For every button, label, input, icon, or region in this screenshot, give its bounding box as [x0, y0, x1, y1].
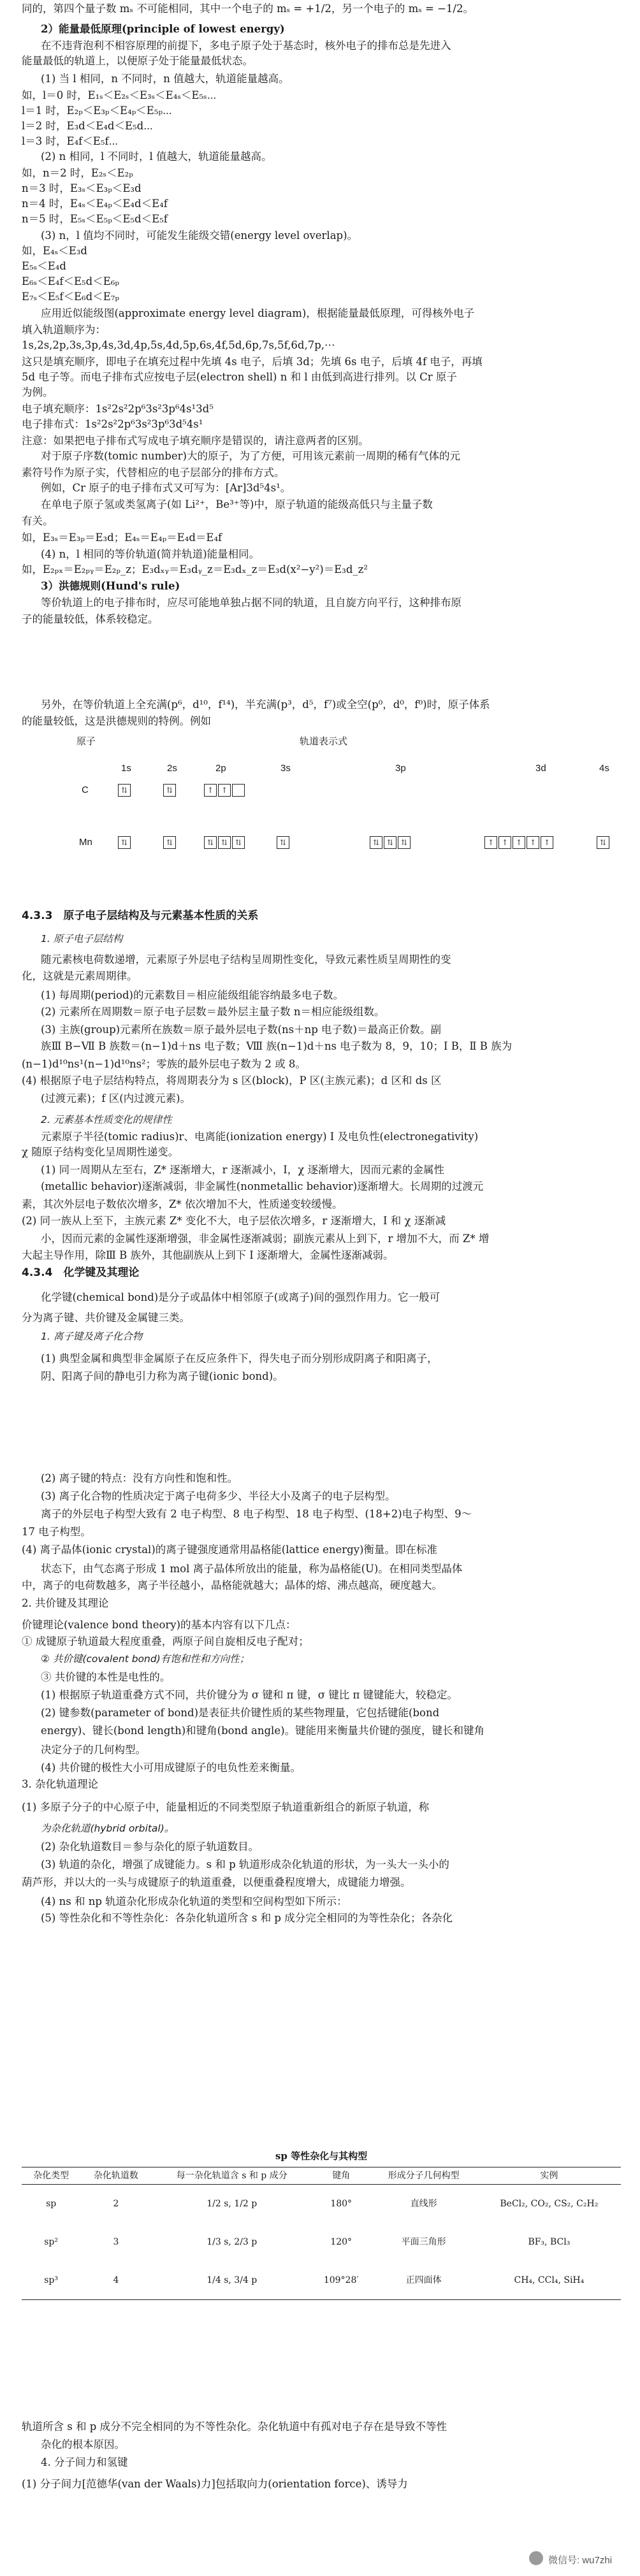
text-line: 填入轨道顺序为： [22, 324, 106, 336]
table-row [22, 2185, 621, 2224]
text-line: 3. 杂化轨道理论 [22, 1778, 98, 1790]
text-line: 等价轨道上的电子排布时，应尽可能地单独占据不同的轨道，且自旋方向平行，这种排布原 [41, 597, 462, 609]
table-header: 形成分子几何构型 [388, 2171, 460, 2181]
table-cell: CH₄, CCl₄, SiH₄ [514, 2275, 585, 2285]
section-heading: 4.3.4 化学键及其理论 [22, 1266, 140, 1279]
table-cell: 4 [113, 2275, 119, 2285]
table-cell: 120° [330, 2237, 353, 2247]
text-line: 5d 电子等。而电子排布式应按电子层(electron shell) n 和 l 由低到高进行排列。以 Cr 原子 [22, 371, 457, 383]
text-line: (1) 多原子分子的中心原子中，能量相近的不同类型原子轨道重新组合的新原子轨道，称 [22, 1801, 430, 1813]
orbital-box: ⇅ [277, 836, 289, 849]
text-line: 分为离子键、共价键及金属键三类。 [22, 1312, 190, 1324]
text-line: 电子排布式：1s²2s²2p⁶3s²3p⁶3d⁵4s¹ [22, 418, 203, 430]
orbital-box: ⇅ [204, 836, 217, 849]
table-cell: 直线形 [410, 2199, 437, 2209]
text-line: 为例。 [22, 386, 54, 398]
text-line: 状态下，由气态离子形成 1 mol 离子晶体所放出的能量，称为晶格能(U)。在相同类型晶体 [41, 1563, 463, 1575]
text-line: χ 随原子结构变化呈周期性递变。 [22, 1146, 179, 1158]
text-line: ③ 共价键的本性是电性的。 [41, 1671, 171, 1683]
table-cell: 180° [330, 2199, 353, 2209]
text-line: 中，离子的电荷数越多，离子半径越小，晶格能就越大；晶体的熔、沸点越高，硬度越大。 [22, 1579, 442, 1591]
text-line: 如，n＝2 时，E₂ₛ＜E₂ₚ [22, 167, 133, 179]
text-line: l＝1 时，E₂ₚ＜E₃ₚ＜E₄ₚ＜E₅ₚ⋯ [22, 105, 172, 117]
hybridization-table [22, 2167, 621, 2300]
text-line: 的能量较低，这是洪德规则的特例。例如 [22, 715, 211, 727]
orbital-box [232, 784, 245, 797]
text-line: E₆ₛ＜E₄f＜E₅d＜E₆ₚ [22, 275, 119, 287]
orbital-level-label: 2p [215, 763, 226, 774]
text-line: 注意：如果把电子排布式写成电子填充顺序是错误的，请注意两者的区别。 [22, 435, 369, 447]
text-line: 价键理论(valence bond theory)的基本内容有以下几点： [22, 1619, 296, 1631]
text-line: (4) 根据原子电子层结构特点，将周期表分为 s 区(block)，P 区(主族元素)；d 区和 ds 区 [22, 1075, 442, 1087]
subsection-heading: ② 共价键(covalent bond)有饱和性和方向性； [41, 1653, 250, 1665]
table-header: 键角 [332, 2171, 351, 2181]
text-line: 在单电子原子氢或类氢离子(如 Li²⁺，Be³⁺等)中，原子轨道的能级高低只与主量子数 [41, 498, 433, 510]
wechat-icon [529, 2551, 543, 2565]
text-line: (3) 离子化合物的性质决定于离子电荷多少、半径大小及离子的电子层构型。 [41, 1490, 396, 1502]
text-line: 4. 分子间力和氢键 [41, 2456, 128, 2468]
text-line: 有关。 [22, 515, 54, 527]
text-line: 3）洪德规则(Hund's rule) [41, 580, 180, 592]
text-line: 决定分子的几何构型。 [41, 1744, 146, 1756]
text-line: 族Ⅲ B−Ⅶ B 族数＝(n−1)d＋ns 电子数；Ⅷ 族(n−1)d＋ns 电子数为 8，9，10；Ⅰ B，Ⅱ B 族为 [41, 1040, 513, 1052]
text-line: (3) 轨道的杂化，增强了成键能力。s 和 p 轨道形成杂化轨道的形状，为一头大一头小的 [41, 1858, 449, 1870]
text-line: 大起主导作用，除Ⅲ B 族外，其他副族从上到下 I 逐渐增大，金属性逐渐减弱。 [22, 1249, 394, 1261]
text-line: 对于原子序数(tomic number)大的原子，为了方便，可用该元素前一周期的稀有气体的元 [41, 450, 460, 462]
text-line: 阴、阳离子间的静电引力称为离子键(ionic bond)。 [41, 1370, 284, 1382]
text-line: n＝4 时，E₄ₛ＜E₄ₚ＜E₄d＜E₄f [22, 198, 168, 210]
text-line: 如，E₄ₛ＜E₃d [22, 245, 87, 257]
text-line: n＝3 时，E₃ₛ＜E₃ₚ＜E₃d [22, 182, 142, 194]
text-line: (n−1)d¹⁰ns¹(n−1)d¹⁰ns²；零族的最外层电子数为 2 或 8。 [22, 1058, 306, 1070]
text-line: 2）能量最低原理(principle of lowest energy) [41, 23, 285, 35]
text-line: (2) 元素所在周期数＝原子电子层数＝最外层主量子数 n＝相应能级组数。 [41, 1006, 385, 1018]
orbital-box: ⇅ [118, 836, 131, 849]
orbital-level-label: 3p [395, 763, 406, 774]
text-line: (2) 同一族从上至下，主族元素 Z* 变化不大，电子层依次增多，r 逐渐增大，I 和 χ 逐渐减 [22, 1215, 446, 1227]
text-line: 轨道所含 s 和 p 成分不完全相同的为不等性杂化。杂化轨道中有孤对电子存在是导致不等性 [22, 2420, 447, 2433]
text-line: (4) 共价键的极性大小可用成键原子的电负性差来衡量。 [41, 1762, 302, 1774]
text-line: (4) 离子晶体(ionic crystal)的离子键强度通常用晶格能(lattice energy)衡量。即在标准 [22, 1544, 437, 1556]
table-cell: 109°28′ [323, 2275, 359, 2285]
orbital-box: ⇅ [163, 784, 176, 797]
text-line: 化学键(chemical bond)是分子或晶体中相邻原子(或离子)间的强烈作用力。它一般可 [41, 1291, 440, 1303]
text-line: 如，E₂ₚₓ＝E₂ₚᵧ＝E₂ₚ_z；E₃dₓᵧ＝E₃dᵧ_z＝E₃dₓ_z＝E₃d(x²−y²)＝E₃d_z² [22, 563, 368, 575]
text-line: 化，这就是元素周期律。 [22, 970, 138, 982]
table-cell: 1/2 s, 1/2 p [207, 2199, 258, 2209]
text-line: (2) 键参数(parameter of bond)是表征共价键性质的某些物理量，它包括键能(bond [41, 1707, 440, 1719]
text-line: energy)、键长(bond length)和键角(bond angle)。键能用来衡量共价键的强度，键长和键角 [41, 1725, 485, 1737]
text-line: E₇ₛ＜E₅f＜E₆d＜E₇ₚ [22, 291, 119, 303]
orbital-box: ↑ [204, 784, 217, 797]
text-line: (metallic behavior)逐渐减弱，非金属性(nonmetallic behavior)逐渐增大。长周期的过渡元 [41, 1180, 484, 1192]
text-line: 1s,2s,2p,3s,3p,4s,3d,4p,5s,4d,5p,6s,4f,5d,6p,7s,5f,6d,7p,⋯ [22, 339, 335, 351]
text-line: (2) 杂化轨道数目＝参与杂化的原子轨道数目。 [41, 1841, 259, 1853]
text-line: ① 成键原子轨道最大程度重叠，两原子间自旋相反电子配对； [22, 1635, 309, 1647]
table-header: 实例 [540, 2171, 558, 2181]
orbital-box: ↑ [498, 836, 511, 849]
atom-label-mn: Mn [79, 837, 92, 848]
table-row [22, 2223, 621, 2261]
table-header: 杂化类型 [33, 2171, 69, 2181]
text-line: (4) n，l 相同的等价轨道(简并轨道)能量相同。 [41, 548, 260, 560]
text-line: (1) 当 l 相同，n 不同时，n 值越大，轨道能量越高。 [41, 73, 289, 85]
text-line: 随元素核电荷数递增，元素原子外层电子结构呈周期性变化，导致元素性质呈周期性的变 [41, 953, 451, 966]
table-caption: sp 等性杂化与其构型 [275, 2150, 368, 2162]
table-row [22, 2261, 621, 2300]
text-line: (过渡元素)；f 区(内过渡元素)。 [41, 1092, 191, 1104]
table-header: 每一杂化轨道含 s 和 p 成分 [176, 2171, 287, 2181]
text-line: (1) 每周期(period)的元素数目＝相应能级组能容纳最多电子数。 [41, 989, 344, 1001]
table-cell: 3 [113, 2237, 119, 2247]
text-line: l＝3 时，E₄f＜E₅f⋯ [22, 135, 119, 147]
text-line: 在不违背泡利不相容原理的前提下，多电子原子处于基态时，核外电子的排布总是先进入 [41, 40, 451, 52]
text-line: (1) 同一周期从左至右，Z* 逐渐增大，r 逐渐减小，I，χ 逐渐增大，因而元素的金属性 [41, 1164, 444, 1176]
text-line: 离子的外层电子构型大致有 2 电子构型、8 电子构型、18 电子构型、(18+2)电子构型、9～ [41, 1508, 472, 1520]
table-cell: 1/4 s, 3/4 p [207, 2275, 258, 2285]
orbital-box: ↑ [484, 836, 497, 849]
orbital-box: ⇅ [218, 836, 231, 849]
text-line: 小，因而元素的金属性逐渐增强，非金属性逐渐减弱；副族元素从上到下，r 增加不大，而 Z* 增 [41, 1233, 490, 1245]
watermark: 微信号: wu7zhi [548, 2555, 613, 2566]
orbital-box: ↑ [218, 784, 231, 797]
orbital-box: ↑ [541, 836, 553, 849]
text-line: (4) ns 和 np 轨道杂化形成杂化轨道的类型和空间构型如下所示： [41, 1895, 347, 1907]
text-line: (1) 根据原子轨道重叠方式不同，共价键分为 σ 键和 π 键，σ 键比 π 键键能大，较稳定。 [41, 1689, 458, 1701]
text-line: 17 电子构型。 [22, 1526, 91, 1538]
orbital-header-diagram: 轨道表示式 [300, 736, 348, 747]
text-line: 如，l＝0 时，E₁ₛ＜E₂ₛ＜E₃ₛ＜E₄ₛ＜E₅ₛ⋯ [22, 89, 217, 101]
table-cell: 平面三角形 [401, 2237, 446, 2247]
text-line: 杂化的根本原因。 [41, 2438, 125, 2450]
table-header: 杂化轨道数 [93, 2171, 138, 2181]
text-line: 这只是填充顺序，即电子在填充过程中先填 4s 电子，后填 3d；先填 6s 电子，后填 4f 电子，再填 [22, 356, 483, 368]
text-line: (1) 分子间力[范德华(van der Waals)力]包括取向力(orientation force)、诱导力 [22, 2478, 408, 2490]
orbital-box: ⇅ [597, 836, 609, 849]
text-line: 子的能量较低，体系较稳定。 [22, 613, 159, 625]
text-line: 素符号作为原子实，代替相应的电子层部分的排布方式。 [22, 467, 285, 479]
text-line: E₅ₛ＜E₄d [22, 260, 66, 272]
orbital-box: ⇅ [232, 836, 245, 849]
table-cell: 2 [113, 2199, 119, 2209]
text-line: (1) 典型金属和典型非金属原子在反应条件下，得失电子而分别形成阴离子和阳离子， [41, 1352, 438, 1364]
orbital-header-atom: 原子 [76, 736, 96, 747]
orbital-box: ⇅ [370, 836, 382, 849]
orbital-level-label: 4s [599, 763, 609, 774]
text-line: n＝5 时，E₅ₛ＜E₅ₚ＜E₅d＜E₅f [22, 213, 168, 225]
orbital-level-label: 3d [535, 763, 546, 774]
orbital-box: ⇅ [118, 784, 131, 797]
text-line: 如，E₃ₛ＝E₃ₚ＝E₃d；E₄ₛ＝E₄ₚ＝E₄d＝E₄f [22, 532, 222, 544]
subsection-heading: 为杂化轨道(hybrid orbital)。 [41, 1823, 175, 1834]
section-heading: 4.3.3 原子电子层结构及与元素基本性质的关系 [22, 909, 259, 922]
orbital-box: ↑ [513, 836, 525, 849]
table-cell: BeCl₂, CO₂, CS₂, C₂H₂ [500, 2199, 599, 2209]
subsection-heading: 1. 原子电子层结构 [41, 933, 123, 944]
table-cell: sp² [44, 2237, 59, 2247]
text-line: 葫芦形，并以大的一头与成键原子的轨道重叠，以便重叠程度增大，成键能力增强。 [22, 1876, 411, 1888]
text-line: (3) 主族(group)元素所在族数＝原子最外层电子数(ns＋np 电子数)＝最高正价数。副 [41, 1024, 441, 1036]
table-cell: sp [46, 2199, 57, 2209]
atom-label-c: C [82, 785, 89, 795]
orbital-level-label: 2s [167, 763, 177, 774]
orbital-level-label: 3s [280, 763, 291, 774]
orbital-box: ⇅ [398, 836, 411, 849]
subsection-heading: 1. 离子键及离子化合物 [41, 1331, 143, 1342]
text-line: l＝2 时，E₃d＜E₄d＜E₅d⋯ [22, 120, 154, 132]
table-cell: 正四面体 [405, 2275, 442, 2285]
text-line: 能量最低的轨道上，以便原子处于能量最低状态。 [22, 55, 253, 67]
text-line: (3) n，l 值均不同时，可能发生能级交错(energy level overlap)。 [41, 229, 358, 242]
text-line: 例如，Cr 原子的电子排布式又可写为：[Ar]3d⁵4s¹。 [41, 482, 291, 494]
orbital-box: ↑ [527, 836, 539, 849]
subsection-heading: 2. 元素基本性质变化的规律性 [41, 1114, 172, 1125]
text-line: (5) 等性杂化和不等性杂化：各杂化轨道所含 s 和 p 成分完全相同的为等性杂化；各杂化 [41, 1912, 453, 1924]
text-line: 电子填充顺序：1s²2s²2p⁶3s²3p⁶4s¹3d⁵ [22, 403, 214, 415]
table-cell: 1/3 s, 2/3 p [207, 2237, 258, 2247]
text-line: 另外，在等价轨道上全充满(p⁶，d¹⁰，f¹⁴)，半充满(p³，d⁵，f⁷)或全空(p⁰，d⁰，f⁰)时，原子体系 [41, 698, 490, 711]
text-line: 素，其次外层电子数依次增多，Z* 依次增加不大，性质递变较缓慢。 [22, 1198, 343, 1210]
text-line: 2. 共价键及其理论 [22, 1597, 109, 1609]
orbital-box: ⇅ [163, 836, 176, 849]
text-line: (2) n 相同，l 不同时，l 值越大，轨道能量越高。 [41, 150, 272, 163]
text-line: 应用近似能级图(approximate energy level diagram)，根据能量最低原理，可得核外电子 [41, 307, 475, 319]
text-line: 元素原子半径(tomic radius)r、电离能(ionization energy) I 及电负性(electronegativity) [41, 1131, 479, 1143]
text-line: 同的，第四个量子数 mₛ 不可能相同，其中一个电子的 mₛ = +1/2，另一个电子的 mₛ = −1/2。 [22, 3, 474, 15]
text-line: (2) 离子键的特点：没有方向性和饱和性。 [41, 1472, 238, 1484]
table-cell: BF₃, BCl₃ [528, 2237, 571, 2247]
table-cell: sp³ [44, 2275, 59, 2285]
orbital-box: ⇅ [384, 836, 396, 849]
orbital-level-label: 1s [121, 763, 131, 774]
